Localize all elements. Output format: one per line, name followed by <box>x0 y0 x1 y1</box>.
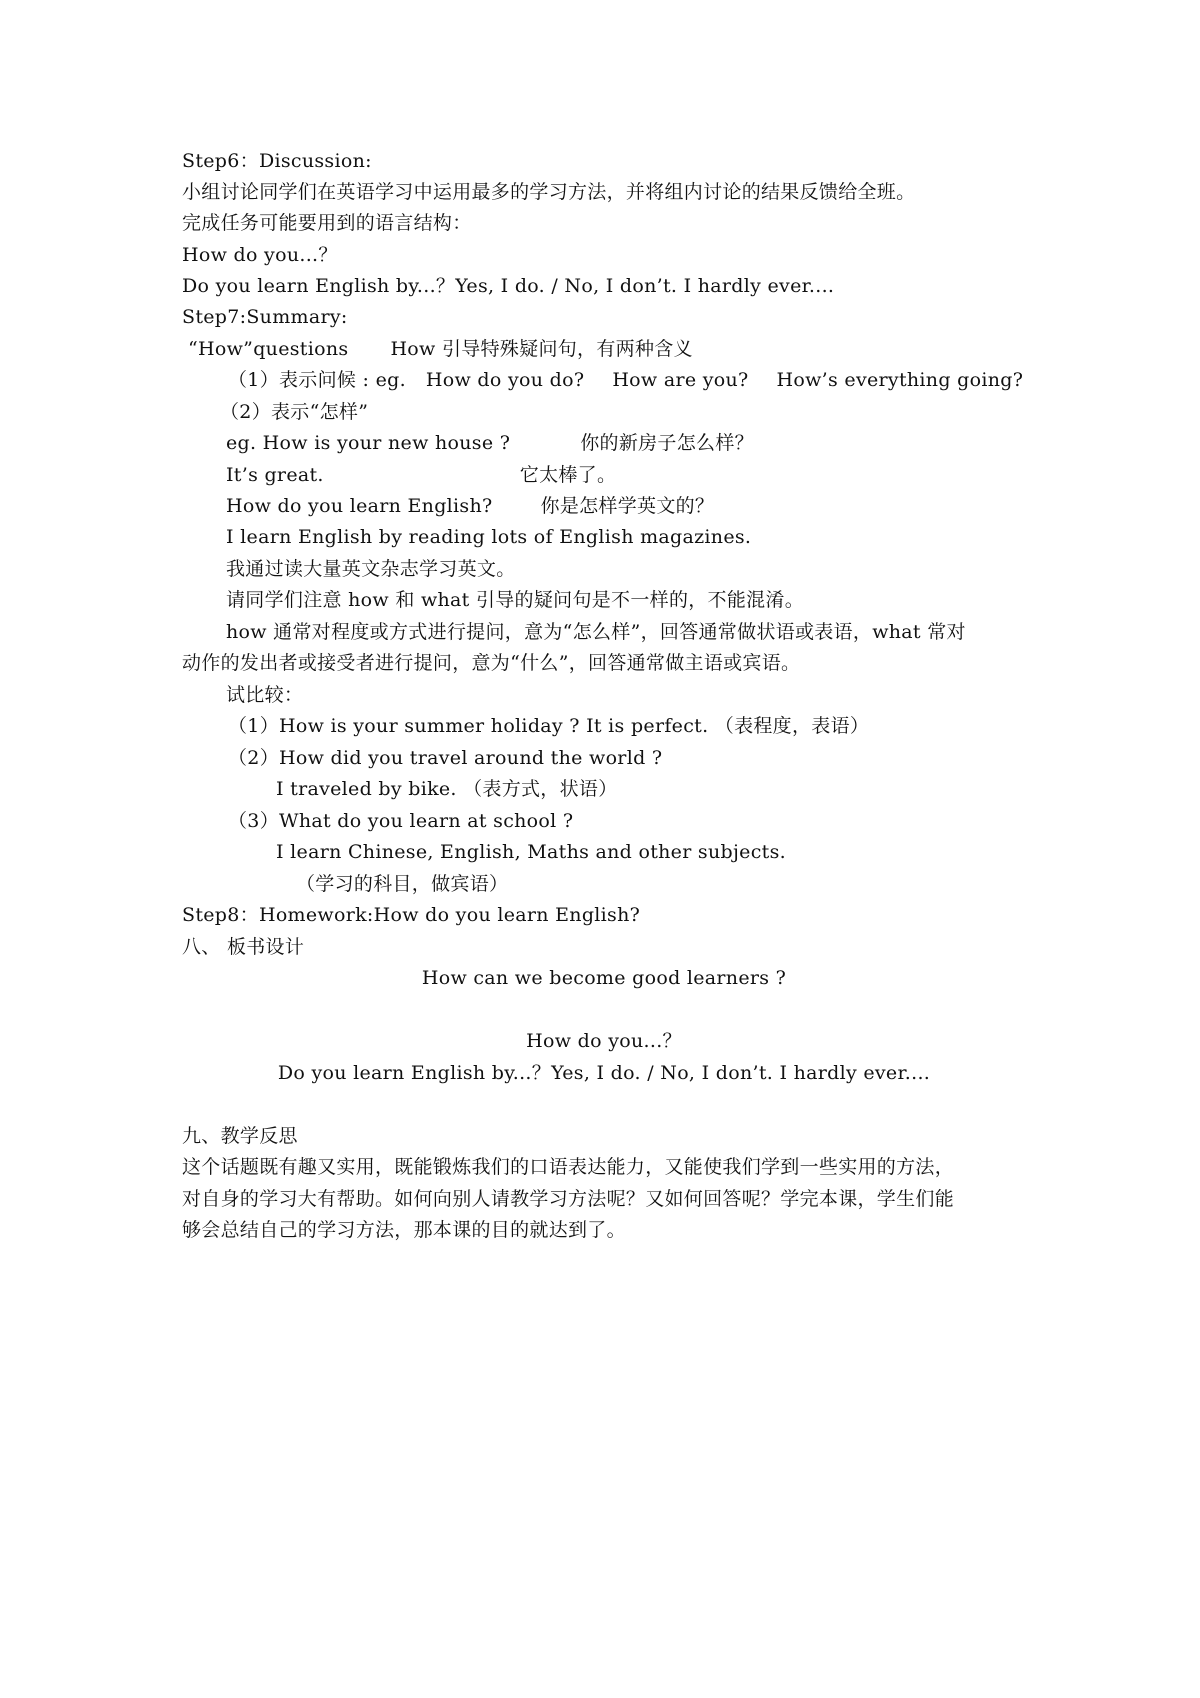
step6-structure-2: Do you learn English by...？Yes, I do. / No, I don’t. I hardly ever.... <box>182 275 835 297</box>
example-a <box>226 428 1106 459</box>
compare-2-question: （2）How did you travel around the world ? <box>228 747 663 769</box>
board-line-2: Do you learn English by...？Yes, I do. / No, I don’t. I hardly ever.... <box>277 1062 931 1084</box>
step6-structure-1: How do you...？ <box>182 244 338 266</box>
example-b <box>226 460 1106 491</box>
reflection-line-1: 这个话题既有趣又实用，既能锻炼我们的口语表达能力，又能使我们学到一些实用的方法， <box>182 1156 955 1178</box>
compare-title: 试比较： <box>226 684 304 706</box>
example-c <box>226 491 1106 522</box>
example-a-zh: 你的新房子怎么样？ <box>580 432 754 454</box>
compare-3-answer: I learn Chinese, English, Maths and other subjects. <box>276 841 786 863</box>
meaning1-label: （1）表示问候 : eg. <box>228 369 406 391</box>
step6-task: 小组讨论同学们在英语学习中运用最多的学习方法，并将组内讨论的结果反馈给全班。 <box>182 181 916 203</box>
step7-title: Step7:Summary: <box>182 306 348 328</box>
reflection-line-2: 对自身的学习大有帮助。如何向别人请教学习方法呢？又如何回答呢？学完本课，学生们能 <box>182 1188 955 1210</box>
example-d-en: I learn English by reading lots of English magazines. <box>226 526 752 548</box>
example-b-zh: 它太棒了。 <box>519 464 617 486</box>
note-2-line-2: 动作的发出者或接受者进行提问，意为“什么”，回答通常做主语或宾语。 <box>182 652 801 674</box>
meaning2-label: （2）表示“怎样” <box>220 401 369 423</box>
example-b-en: It’s great. <box>226 464 324 486</box>
note-2-line-1: how 通常对程度或方式进行提问，意为“怎么样”，回答通常做状语或表语，what 常对 <box>226 621 966 643</box>
reflection-line-3: 够会总结自己的学习方法，那本课的目的就达到了。 <box>182 1219 626 1241</box>
example-d-zh: 我通过读大量英文杂志学习英文。 <box>226 558 516 580</box>
compare-3-question: （3）What do you learn at school ? <box>228 810 574 832</box>
step6-title: Step6：Discussion: <box>182 150 372 172</box>
note-1: 请同学们注意 how 和 what 引导的疑问句是不一样的，不能混淆。 <box>226 589 805 611</box>
example-c-en: How do you learn English? <box>226 495 493 517</box>
section9-heading: 九、教学反思 <box>182 1125 298 1147</box>
step6-structures-intro: 完成任务可能要用到的语言结构： <box>182 212 472 234</box>
how-intro: How 引导特殊疑问句，有两种含义 <box>390 338 693 360</box>
example-c-zh: 你是怎样学英文的？ <box>540 495 715 517</box>
step8-title: Step8：Homework:How do you learn English? <box>182 904 641 926</box>
compare-1: （1）How is your summer holiday ? It is perfect. （表程度，表语） <box>228 715 870 737</box>
board-title: How can we become good learners ? <box>421 967 787 989</box>
section8-heading: 八、 板书设计 <box>182 936 305 958</box>
meaning1-ex1: How do you do? <box>425 369 585 391</box>
how-questions-label: “How”questions <box>188 338 349 360</box>
board-line-1: How do you...？ <box>526 1030 682 1052</box>
example-a-en: eg. How is your new house ? <box>226 432 511 454</box>
meaning1-ex3: How’s everything going? <box>776 369 1024 391</box>
how-questions-line <box>188 334 1068 365</box>
compare-2-answer: I traveled by bike. （表方式，状语） <box>276 778 618 800</box>
meaning1-line <box>228 365 1108 396</box>
compare-3-note: （学习的科目，做宾语） <box>296 873 509 895</box>
meaning1-ex2: How are you? <box>612 369 749 391</box>
